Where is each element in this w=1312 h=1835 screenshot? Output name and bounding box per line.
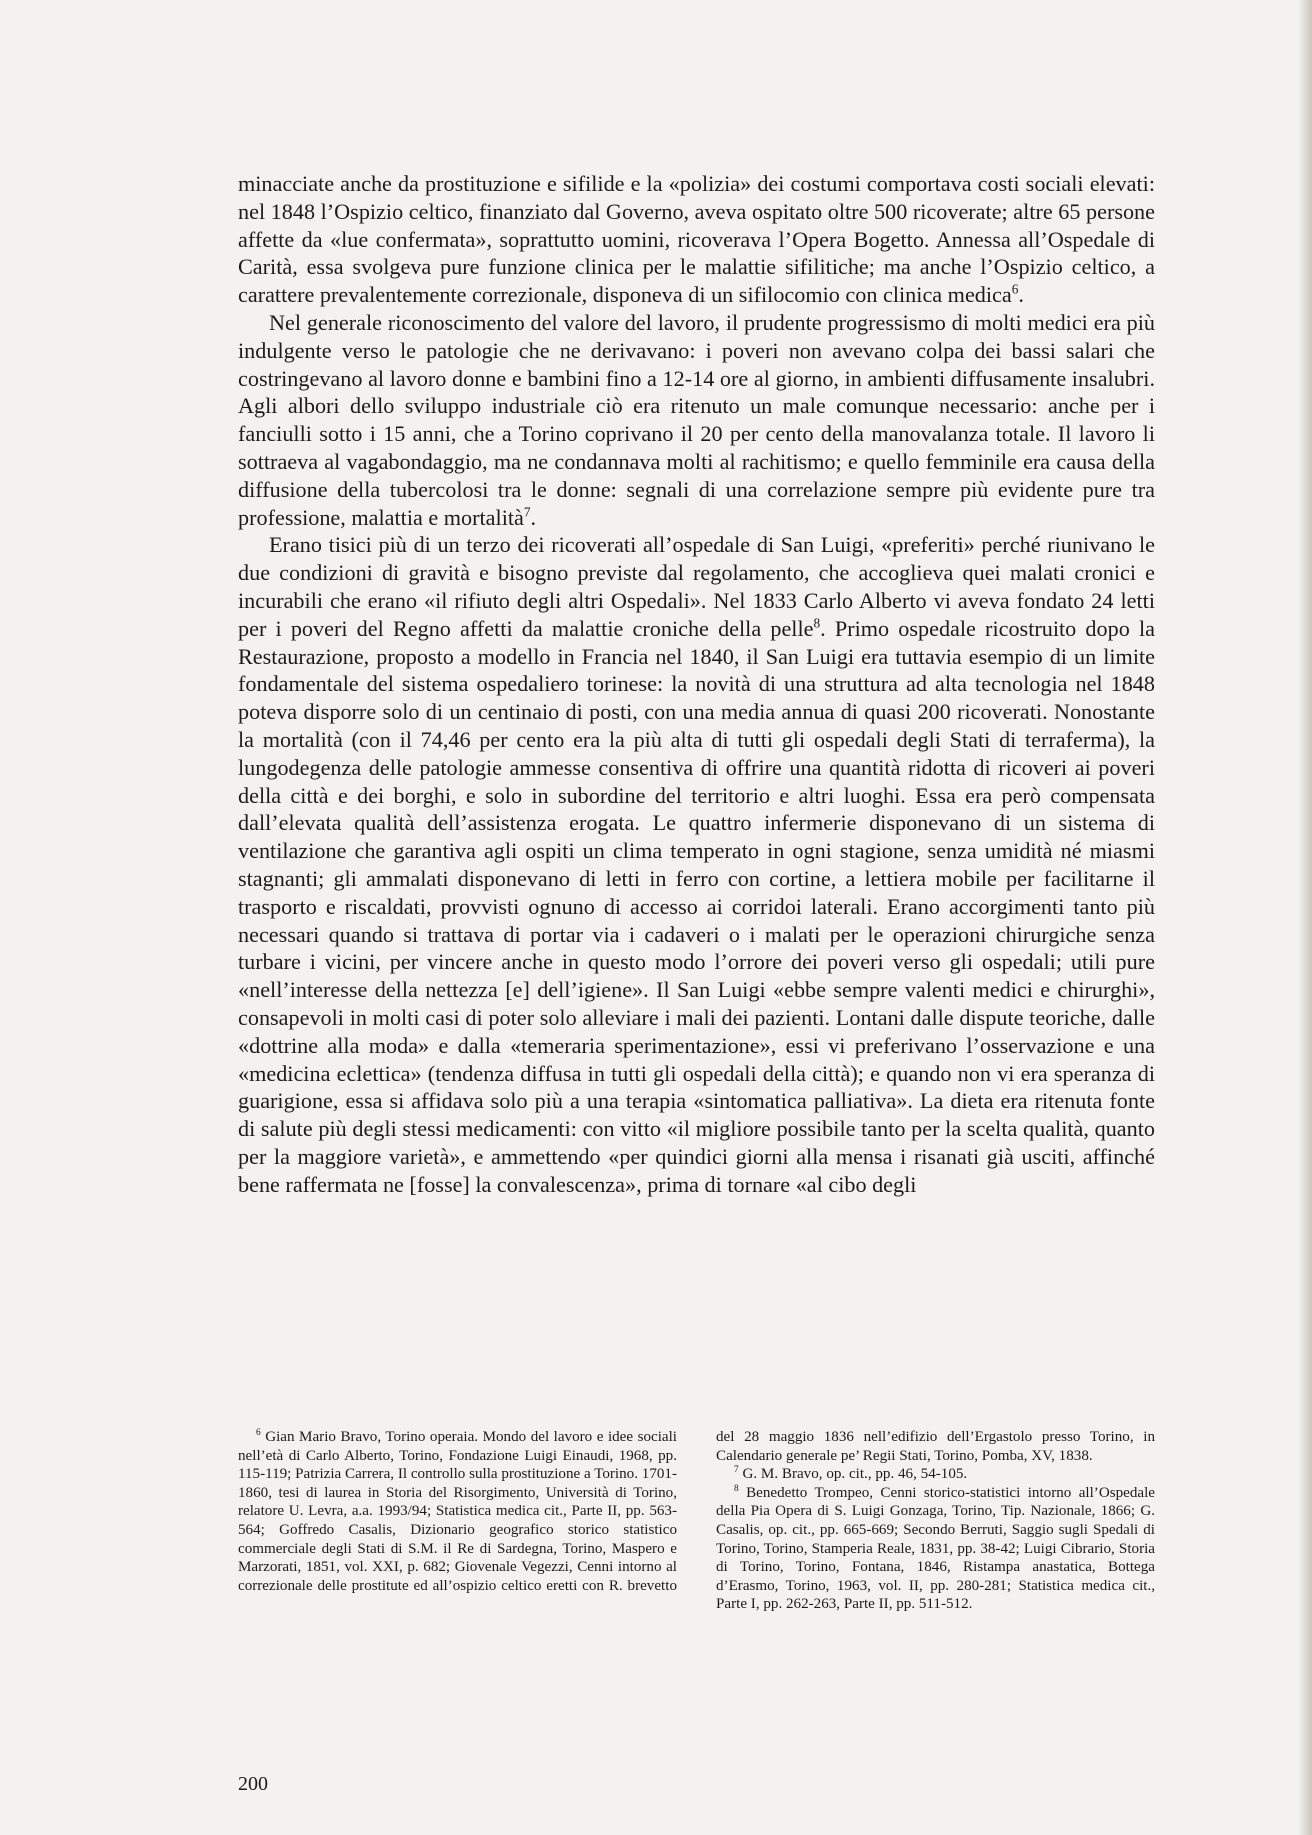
- footnote-marker: 7: [734, 1465, 739, 1476]
- paragraph-2-text: Nel generale riconoscimento del valore del lavoro, il prudente progressismo di molti medici era più indulgente verso le patologie che ne derivavano: i poveri non avevano colpa dei bassi salari che costringevano al lavoro donne e bambini fino a 12-14 ore al giorno, in ambienti diffusamente insalubri. Agli albori dello sviluppo industriale ciò era ritenuto un male comunque necessario: anche per i fanciulli sotto i 15 anni, che a Torino coprivano il 20 per cento della manovalanza totale. Il lavoro li sottraeva al vagabondaggio, ma ne condannava molti al rachitismo; e quello femminile era causa della diffusione della tubercolosi tra le donne: segnali di una correlazione sempre più evidente pure tra professione, malattia e mortalità: [238, 309, 1155, 530]
- paragraph-3-text: Erano tisici più di un terzo dei ricoverati all’ospedale di San Luigi, «preferiti» perché riunivano le due condizioni di gravità e bisogno previste dal regolamento, che accoglieva quei malati cronici e incurabili che erano «il rifiuto degli altri Ospedali». Nel 1833 Carlo Alberto vi aveva fondato 24 letti per i poveri del Regno affetti da malattie croniche della pelle: [238, 532, 1155, 641]
- paragraph-2: [238, 309, 1155, 531]
- footnotes: [238, 1428, 1155, 1614]
- footnote-ref-7[interactable]: 7: [523, 504, 531, 520]
- body-text: [238, 170, 1155, 1198]
- footnote-marker: 6: [256, 1427, 261, 1438]
- footnote-text: Benedetto Trompeo, Cenni storico-statistici intorno all’Ospedale della Pia Opera di S. Luigi Gonzaga, Torino, Tip. Nazionale, 1866; G. Casalis, op. cit., pp. 665-669; Secondo Berruti, Saggio sugli Spedali di Torino, Torino, Stamperia Reale, 1831, pp. 38-42; Luigi Cibrario, Storia di Torino, Torino, Fontana, 1846, Ristampa anastatica, Bottega d’Erasmo, Torino, 1963, vol. II, pp. 280-281; Statistica medica cit., Parte I, pp. 262-263, Parte II, pp. 511-512.: [716, 1484, 1155, 1613]
- paragraph-1-text: minacciate anche da prostituzione e sifilide e la «polizia» dei costumi comportava costi sociali elevati: nel 1848 l’Ospizio celtico, finanziato dal Governo, aveva ospitato oltre 500 ricoverate; altre 65 persone affette da «lue confermata», soprattutto uomini, ricoverava l’Opera Bogetto. Annessa all’Ospedale di Carità, essa svolgeva pure funzione clinica per le malattie sifilitiche; ma anche l’Ospizio celtico, a carattere prevalentemente correzionale, disponeva di un sifilocomio con clinica medica: [238, 171, 1155, 308]
- footnote-7: [716, 1465, 1155, 1484]
- footnote-8: [716, 1484, 1155, 1614]
- page-number: 200: [238, 1773, 268, 1795]
- paragraph-3: [238, 531, 1155, 1198]
- paragraph-2-tail: .: [530, 504, 537, 530]
- footnote-ref-8[interactable]: 8: [813, 615, 821, 631]
- paragraph-1: [238, 170, 1155, 309]
- footnote-ref-6[interactable]: 6: [1011, 281, 1019, 297]
- footnote-text: Gian Mario Bravo, Torino operaia. Mondo del lavoro e idee sociali nell’età di Carlo Alberto, Torino, Fondazione Luigi Einaudi, 1968, pp. 115-119; Patrizia Carrera, Il controllo sulla prostituzione a Torino. 1701-1860, tesi di laurea in Storia del Risorgimento, Università di Torino, relatore U. Levra, a.a. 1993/94; Statistica medica cit., Parte II, pp. 563-564; Goffredo Casalis, Dizionario geografico storico statistico commerciale degli Stati di S.M. il Re di Sardegna, Torino, Maspero e Marzorati, 1851, vol. XXI, p. 682; Giovenale Vegezzi, Cenni intorno al correzionale delle prostitute ed all’ospizio celtico eretti con R. brevetto del 28 maggio 1836 nell’edifizio dell’Ergastolo presso Torino, in Calendario generale pe’ Regii Stati, Torino, Pomba, XV, 1838.: [238, 1429, 1155, 1594]
- paragraph-3-tail: . Primo ospedale ricostruito dopo la Restaurazione, proposto a modello in Francia nel 1840, il San Luigi era tuttavia esempio di un limite fondamentale del sistema ospedaliero torinese: la novità di una struttura ad alta tecnologia nel 1848 poteva disporre solo di un centinaio di posti, con una media annua di quasi 200 ricoverati. Nonostante la mortalità (con il 74,46 per cento era la più alta di tutti gli ospedali degli Stati di terraferma), la lungodegenza delle patologie ammesse consentiva di offrire una quantità ridotta di ricoveri ai poveri della città e dei borghi, e solo in subordine del territorio e altri luoghi. Essa era però compensata dall’elevata qualità dell’assistenza erogata. Le quattro infermerie disponevano di un sistema di ventilazione che garantiva agli ospiti un clima temperato in ogni stagione, senza umidità né miasmi stagnanti; gli ammalati disponevano di letti in ferro con cortine, a lettiera mobile per facilitarne il trasporto e riscaldati, provvisti ognuno di accesso ai corridoi laterali. Erano accorgimenti tanto più necessari quando si trattava di portar via i cadaveri o i malati per le operazioni chirurgiche senza turbare i vicini, per vincere anche in questo modo l’orrore dei poveri verso gli ospedali; utili pure «nell’interesse della nettezza [e] dell’igiene». Il San Luigi «ebbe sempre valenti medici e chirurghi», consapevoli in molti casi di poter solo alleviare i mali dei pazienti. Lontani dalle dispute teoriche, dalle «dottrine alla moda» e dalla «temeraria sperimentazione», essi vi preferivano l’osservazione e una «medicina eclettica» (tendenza diffusa in tutti gli ospedali della città); e quando non vi era speranza di guarigione, essa si affidava solo più a una terapia «sintomatica palliativa». La dieta era ritenuta fonte di salute più degli stessi medicamenti: con vitto «il migliore possibile tanto per la scelta qualità, quanto per la maggiore varietà», e ammettendo «per quindici giorni alla mensa i risanati già usciti, affinché bene raffermata ne [fosse] la convalescenza», prima di tornare «al cibo degli: [238, 615, 1155, 1197]
- page-edge-shadow: [1298, 0, 1312, 1835]
- footnote-text: G. M. Bravo, op. cit., pp. 46, 54-105.: [742, 1466, 968, 1483]
- paragraph-1-tail: .: [1018, 282, 1024, 308]
- footnote-marker: 8: [734, 1483, 739, 1494]
